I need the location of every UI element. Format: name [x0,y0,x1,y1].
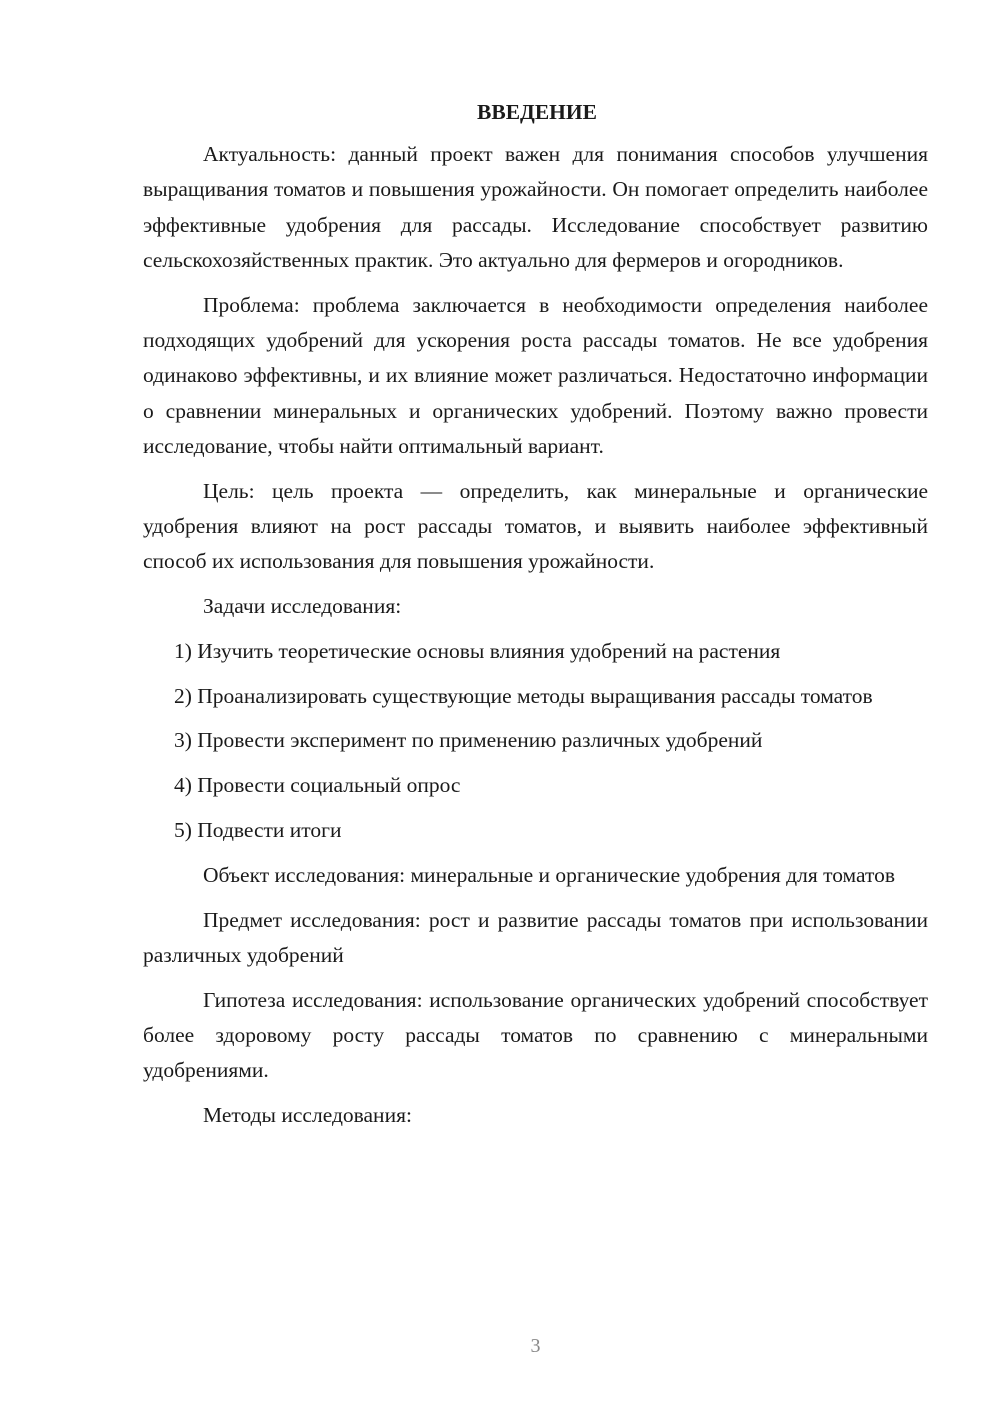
methods-label: Методы исследования: [203,1103,412,1128]
task-item-4: 4) Провести социальный опрос [174,773,461,798]
tasks-label: Задачи исследования: [203,594,402,619]
hypothesis-paragraph: Гипотеза исследования: использование органических удобрений способствует более здоровому росту рассады томатов по сравнению с минеральными удобрениями. [143,987,928,1083]
problem-paragraph: Проблема: проблема заключается в необходимости определения наиболее подходящих удобрений для ускорения роста рассады томатов. Не все удобрения одинаково эффективны, и их влияние может различаться. Недостаточно информации о сравнении минеральных и органических удобрений. Поэтому важно провести исследование, чтобы найти оптимальный вариант. [143,292,928,458]
object-paragraph: Объект исследования: минеральные и органические удобрения для томатов [203,862,895,887]
tasks-list [143,634,928,848]
task-item-2: 2) Проанализировать существующие методы выращивания рассады томатов [174,683,873,708]
task-item-1: 1) Изучить теоретические основы влияния удобрений на растения [174,638,781,663]
page-content [143,95,928,1133]
task-item-3: 3) Провести эксперимент по применению различных удобрений [174,728,763,753]
subject-paragraph: Предмет исследования: рост и развитие рассады томатов при использовании различных удобрений [143,907,928,967]
task-item-5: 5) Подвести итоги [174,818,342,843]
page-number: 3 [530,1335,541,1357]
goal-paragraph: Цель: цель проекта — определить, как минеральные и органические удобрения влияют на рост рассады томатов, и выявить наиболее эффективный способ их использования для повышения урожайности. [143,478,928,574]
relevance-paragraph: Актуальность: данный проект важен для понимания способов улучшения выращивания томатов и повышения урожайности. Он помогает определить наиболее эффективные удобрения для рассады. Исследование способствует развитию сельскохозяйственных практик. Это актуально для фермеров и огородников. [143,142,928,272]
section-heading: ВВЕДЕНИЕ [477,100,597,124]
